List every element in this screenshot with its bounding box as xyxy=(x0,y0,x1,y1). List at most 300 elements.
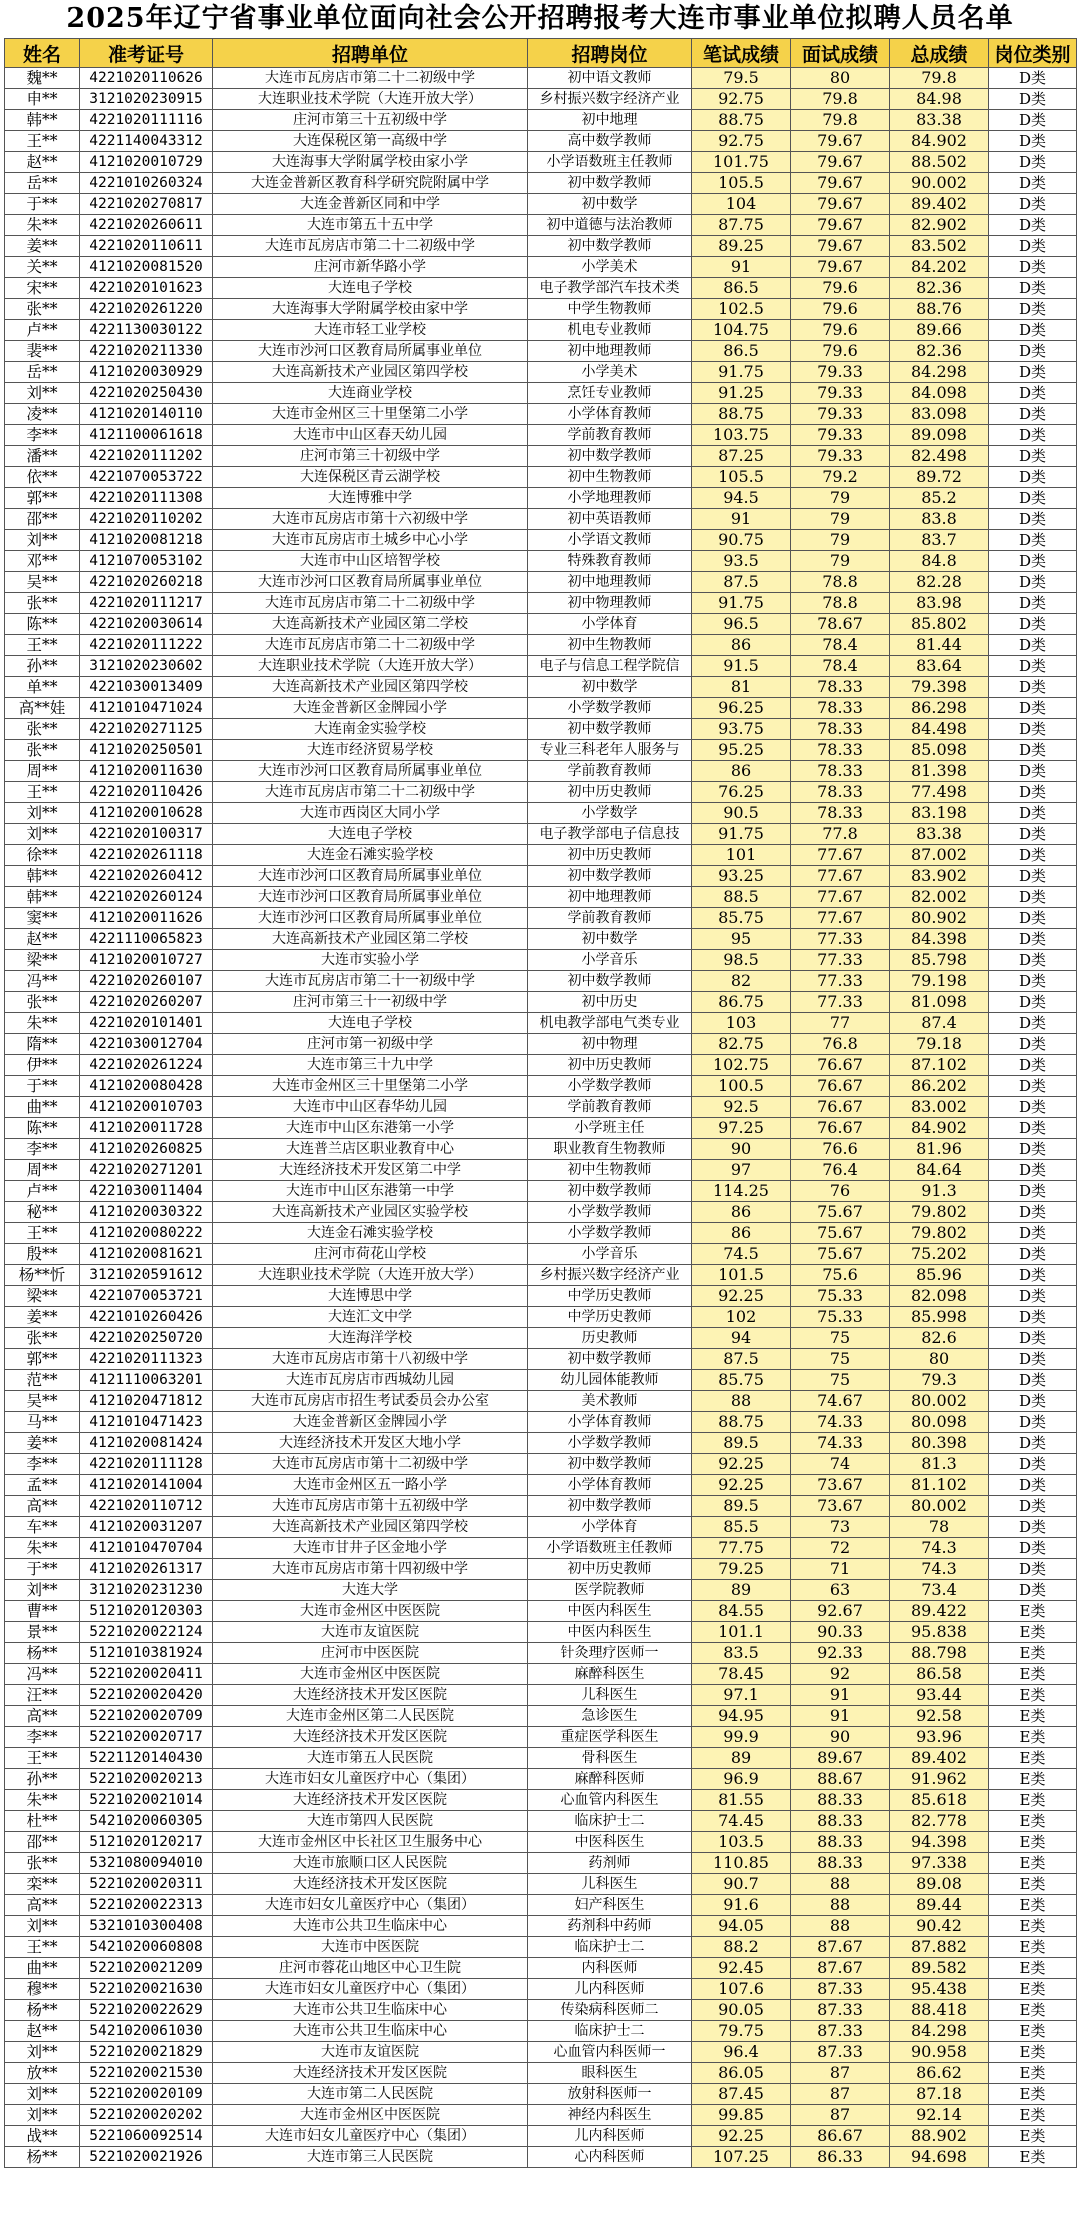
table-row xyxy=(5,1370,1077,1391)
total-score-cell: 83.502 xyxy=(890,236,989,257)
total-score-cell: 91.962 xyxy=(890,1769,989,1790)
category-cell: E类 xyxy=(989,1958,1077,1979)
post-cell: 小学数学教师 xyxy=(528,1433,692,1454)
interview-score-cell: 78.33 xyxy=(791,677,890,698)
exam-id-cell: 5121020120217 xyxy=(80,1832,213,1853)
total-score-cell: 82.36 xyxy=(890,341,989,362)
unit-cell: 大连市中山区东港第一中学 xyxy=(213,1181,528,1202)
category-cell: D类 xyxy=(989,698,1077,719)
post-cell: 初中生物教师 xyxy=(528,1160,692,1181)
name-cell: 邵** xyxy=(5,1832,80,1853)
category-cell: D类 xyxy=(989,215,1077,236)
name-cell: 战** xyxy=(5,2126,80,2147)
table-row xyxy=(5,824,1077,845)
category-cell: E类 xyxy=(989,2105,1077,2126)
table-row xyxy=(5,782,1077,803)
category-cell: D类 xyxy=(989,551,1077,572)
table-row xyxy=(5,866,1077,887)
post-cell: 初中物理教师 xyxy=(528,593,692,614)
name-cell: 刘** xyxy=(5,803,80,824)
post-cell: 心内科医师 xyxy=(528,2147,692,2168)
total-score-cell: 89.66 xyxy=(890,320,989,341)
post-cell: 学前教育教师 xyxy=(528,425,692,446)
unit-cell: 大连市瓦房店市第十八初级中学 xyxy=(213,1349,528,1370)
table-row xyxy=(5,425,1077,446)
interview-score-cell: 88.33 xyxy=(791,1853,890,1874)
total-score-cell: 93.96 xyxy=(890,1727,989,1748)
category-cell: D类 xyxy=(989,320,1077,341)
written-score-cell: 90.5 xyxy=(692,803,791,824)
written-score-cell: 84.55 xyxy=(692,1601,791,1622)
unit-cell: 大连市瓦房店市第二十二初级中学 xyxy=(213,782,528,803)
name-cell: 王** xyxy=(5,131,80,152)
name-cell: 杨** xyxy=(5,2000,80,2021)
table-row xyxy=(5,1454,1077,1475)
written-score-cell: 88.5 xyxy=(692,887,791,908)
unit-cell: 大连职业技术学院（大连开放大学） xyxy=(213,1265,528,1286)
total-score-cell: 80.902 xyxy=(890,908,989,929)
post-cell: 小学音乐 xyxy=(528,950,692,971)
post-cell: 初中地理教师 xyxy=(528,341,692,362)
interview-score-cell: 77.33 xyxy=(791,992,890,1013)
interview-score-cell: 78.4 xyxy=(791,656,890,677)
written-score-cell: 88.75 xyxy=(692,1412,791,1433)
interview-score-cell: 75.33 xyxy=(791,1307,890,1328)
category-cell: D类 xyxy=(989,614,1077,635)
category-cell: D类 xyxy=(989,866,1077,887)
category-cell: E类 xyxy=(989,2147,1077,2168)
interview-score-cell: 79 xyxy=(791,530,890,551)
total-score-cell: 79.18 xyxy=(890,1034,989,1055)
unit-cell: 大连海洋学校 xyxy=(213,1328,528,1349)
exam-id-cell: 4121020080222 xyxy=(80,1223,213,1244)
total-score-cell: 86.202 xyxy=(890,1076,989,1097)
category-cell: D类 xyxy=(989,908,1077,929)
total-score-cell: 97.338 xyxy=(890,1853,989,1874)
interview-score-cell: 78.33 xyxy=(791,740,890,761)
post-cell: 初中数学教师 xyxy=(528,173,692,194)
category-cell: D类 xyxy=(989,635,1077,656)
category-cell: D类 xyxy=(989,509,1077,530)
total-score-cell: 94.398 xyxy=(890,1832,989,1853)
unit-cell: 大连经济技术开发区医院 xyxy=(213,1727,528,1748)
post-cell: 初中数学教师 xyxy=(528,1496,692,1517)
table-row xyxy=(5,551,1077,572)
table-row xyxy=(5,1727,1077,1748)
interview-score-cell: 75.67 xyxy=(791,1202,890,1223)
table-row xyxy=(5,1034,1077,1055)
exam-id-cell: 4121020010703 xyxy=(80,1097,213,1118)
exam-id-cell: 4221020110626 xyxy=(80,68,213,89)
name-cell: 申** xyxy=(5,89,80,110)
post-cell: 麻醉科医生 xyxy=(528,1664,692,1685)
category-cell: D类 xyxy=(989,236,1077,257)
exam-id-cell: 4121020081218 xyxy=(80,530,213,551)
category-cell: D类 xyxy=(989,1202,1077,1223)
post-cell: 初中历史教师 xyxy=(528,1559,692,1580)
post-cell: 神经内科医生 xyxy=(528,2105,692,2126)
written-score-cell: 77.75 xyxy=(692,1538,791,1559)
category-cell: D类 xyxy=(989,656,1077,677)
total-score-cell: 83.002 xyxy=(890,1097,989,1118)
category-cell: E类 xyxy=(989,1916,1077,1937)
exam-id-cell: 4221020111128 xyxy=(80,1454,213,1475)
written-score-cell: 94 xyxy=(692,1328,791,1349)
category-cell: D类 xyxy=(989,131,1077,152)
post-cell: 学前教育教师 xyxy=(528,1097,692,1118)
written-score-cell: 86.5 xyxy=(692,341,791,362)
table-row xyxy=(5,1559,1077,1580)
total-score-cell: 85.998 xyxy=(890,1307,989,1328)
name-cell: 韩** xyxy=(5,887,80,908)
total-score-cell: 74.3 xyxy=(890,1538,989,1559)
total-score-cell: 85.618 xyxy=(890,1790,989,1811)
exam-id-cell: 4221020101401 xyxy=(80,1013,213,1034)
exam-id-cell: 4121020081520 xyxy=(80,257,213,278)
name-cell: 高**娃 xyxy=(5,698,80,719)
category-cell: D类 xyxy=(989,992,1077,1013)
table-row xyxy=(5,257,1077,278)
name-cell: 王** xyxy=(5,1748,80,1769)
written-score-cell: 101.75 xyxy=(692,152,791,173)
category-cell: D类 xyxy=(989,68,1077,89)
exam-id-cell: 4221020250430 xyxy=(80,383,213,404)
total-score-cell: 82.902 xyxy=(890,215,989,236)
exam-id-cell: 4121020011626 xyxy=(80,908,213,929)
name-cell: 孙** xyxy=(5,1769,80,1790)
name-cell: 周** xyxy=(5,1160,80,1181)
exam-id-cell: 5221020020311 xyxy=(80,1874,213,1895)
written-score-cell: 88 xyxy=(692,1391,791,1412)
unit-cell: 大连博思中学 xyxy=(213,1286,528,1307)
post-cell: 初中数学教师 xyxy=(528,719,692,740)
written-score-cell: 96.5 xyxy=(692,614,791,635)
category-cell: D类 xyxy=(989,803,1077,824)
name-cell: 韩** xyxy=(5,866,80,887)
name-cell: 刘** xyxy=(5,1916,80,1937)
post-cell: 初中数学教师 xyxy=(528,446,692,467)
interview-score-cell: 76.67 xyxy=(791,1118,890,1139)
category-cell: D类 xyxy=(989,1433,1077,1454)
written-score-cell: 96.9 xyxy=(692,1769,791,1790)
post-cell: 小学体育教师 xyxy=(528,404,692,425)
category-cell: D类 xyxy=(989,887,1077,908)
interview-score-cell: 74 xyxy=(791,1454,890,1475)
written-score-cell: 101 xyxy=(692,845,791,866)
category-cell: E类 xyxy=(989,1979,1077,2000)
exam-id-cell: 4221010260426 xyxy=(80,1307,213,1328)
post-cell: 初中数学教师 xyxy=(528,1454,692,1475)
table-row xyxy=(5,1916,1077,1937)
interview-score-cell: 79.8 xyxy=(791,110,890,131)
exam-id-cell: 5421020061030 xyxy=(80,2021,213,2042)
post-cell: 初中地理 xyxy=(528,110,692,131)
table-row xyxy=(5,635,1077,656)
post-cell: 初中历史教师 xyxy=(528,1055,692,1076)
post-cell: 小学体育教师 xyxy=(528,1412,692,1433)
written-score-cell: 88.2 xyxy=(692,1937,791,1958)
unit-cell: 大连经济技术开发区医院 xyxy=(213,2063,528,2084)
unit-cell: 大连市沙河口区教育局所属事业单位 xyxy=(213,866,528,887)
interview-score-cell: 74.33 xyxy=(791,1412,890,1433)
total-score-cell: 83.38 xyxy=(890,110,989,131)
post-cell: 小学数学 xyxy=(528,803,692,824)
interview-score-cell: 75.33 xyxy=(791,1286,890,1307)
interview-score-cell: 88.33 xyxy=(791,1790,890,1811)
written-score-cell: 110.85 xyxy=(692,1853,791,1874)
table-row xyxy=(5,1391,1077,1412)
name-cell: 张** xyxy=(5,1328,80,1349)
written-score-cell: 92.25 xyxy=(692,1454,791,1475)
name-cell: 刘** xyxy=(5,1580,80,1601)
written-score-cell: 93.25 xyxy=(692,866,791,887)
category-cell: D类 xyxy=(989,1139,1077,1160)
unit-cell: 大连市第二人民医院 xyxy=(213,2084,528,2105)
exam-id-cell: 4121020081621 xyxy=(80,1244,213,1265)
post-cell: 临床护士二 xyxy=(528,1937,692,1958)
table-header-row xyxy=(5,39,1077,68)
name-cell: 马** xyxy=(5,1412,80,1433)
post-cell: 中学生物教师 xyxy=(528,299,692,320)
post-cell: 历史教师 xyxy=(528,1328,692,1349)
table-row xyxy=(5,1685,1077,1706)
written-score-cell: 81 xyxy=(692,677,791,698)
total-score-cell: 86.58 xyxy=(890,1664,989,1685)
total-score-cell: 83.098 xyxy=(890,404,989,425)
interview-score-cell: 87.33 xyxy=(791,2000,890,2021)
post-cell: 医学院教师 xyxy=(528,1580,692,1601)
col-header-written-score: 笔试成绩 xyxy=(692,39,791,68)
name-cell: 栾** xyxy=(5,1874,80,1895)
exam-id-cell: 4221020110202 xyxy=(80,509,213,530)
post-cell: 小学音乐 xyxy=(528,1244,692,1265)
exam-id-cell: 5221020020411 xyxy=(80,1664,213,1685)
total-score-cell: 83.198 xyxy=(890,803,989,824)
table-row xyxy=(5,719,1077,740)
exam-id-cell: 4221020030614 xyxy=(80,614,213,635)
category-cell: E类 xyxy=(989,1832,1077,1853)
name-cell: 穆** xyxy=(5,1979,80,2000)
exam-id-cell: 4121020030929 xyxy=(80,362,213,383)
exam-id-cell: 5221020021209 xyxy=(80,1958,213,1979)
post-cell: 初中数学 xyxy=(528,929,692,950)
exam-id-cell: 4121020250501 xyxy=(80,740,213,761)
total-score-cell: 84.902 xyxy=(890,131,989,152)
total-score-cell: 82.778 xyxy=(890,1811,989,1832)
exam-id-cell: 4221020111217 xyxy=(80,593,213,614)
written-score-cell: 96.4 xyxy=(692,2042,791,2063)
name-cell: 孟** xyxy=(5,1475,80,1496)
exam-id-cell: 5421020060305 xyxy=(80,1811,213,1832)
col-header-unit: 招聘单位 xyxy=(213,39,528,68)
post-cell: 儿内科医师 xyxy=(528,1979,692,2000)
total-score-cell: 86.298 xyxy=(890,698,989,719)
table-row xyxy=(5,1055,1077,1076)
written-score-cell: 79.5 xyxy=(692,68,791,89)
table-row xyxy=(5,236,1077,257)
category-cell: E类 xyxy=(989,1790,1077,1811)
table-row xyxy=(5,383,1077,404)
category-cell: D类 xyxy=(989,278,1077,299)
unit-cell: 大连市瓦房店市第十四初级中学 xyxy=(213,1559,528,1580)
total-score-cell: 84.498 xyxy=(890,719,989,740)
category-cell: D类 xyxy=(989,299,1077,320)
category-cell: D类 xyxy=(989,782,1077,803)
name-cell: 赵** xyxy=(5,2021,80,2042)
table-row xyxy=(5,2105,1077,2126)
post-cell: 初中道德与法治教师 xyxy=(528,215,692,236)
exam-id-cell: 5221020021926 xyxy=(80,2147,213,2168)
table-row xyxy=(5,1181,1077,1202)
written-score-cell: 97 xyxy=(692,1160,791,1181)
interview-score-cell: 77.33 xyxy=(791,950,890,971)
exam-id-cell: 5221020020420 xyxy=(80,1685,213,1706)
table-row xyxy=(5,614,1077,635)
name-cell: 张** xyxy=(5,740,80,761)
exam-id-cell: 4221130030122 xyxy=(80,320,213,341)
exam-id-cell: 5221020022629 xyxy=(80,2000,213,2021)
interview-score-cell: 92.33 xyxy=(791,1643,890,1664)
post-cell: 初中数学教师 xyxy=(528,971,692,992)
interview-score-cell: 80 xyxy=(791,68,890,89)
written-score-cell: 83.5 xyxy=(692,1643,791,1664)
post-cell: 初中数学教师 xyxy=(528,866,692,887)
interview-score-cell: 77.8 xyxy=(791,824,890,845)
total-score-cell: 87.18 xyxy=(890,2084,989,2105)
table-row xyxy=(5,173,1077,194)
post-cell: 小学数学教师 xyxy=(528,1076,692,1097)
table-row xyxy=(5,1139,1077,1160)
unit-cell: 大连市瓦房店市西城幼儿园 xyxy=(213,1370,528,1391)
interview-score-cell: 88.67 xyxy=(791,1769,890,1790)
unit-cell: 大连职业技术学院（大连开放大学） xyxy=(213,89,528,110)
category-cell: D类 xyxy=(989,1496,1077,1517)
written-score-cell: 103 xyxy=(692,1013,791,1034)
category-cell: D类 xyxy=(989,950,1077,971)
name-cell: 魏** xyxy=(5,68,80,89)
unit-cell: 大连市第三十九中学 xyxy=(213,1055,528,1076)
page-title: 2025年辽宁省事业单位面向社会公开招聘报考大连市事业单位拟聘人员名单 xyxy=(66,3,1014,34)
written-score-cell: 93.5 xyxy=(692,551,791,572)
total-score-cell: 80 xyxy=(890,1349,989,1370)
category-cell: D类 xyxy=(989,257,1077,278)
interview-score-cell: 71 xyxy=(791,1559,890,1580)
table-row xyxy=(5,530,1077,551)
total-score-cell: 84.098 xyxy=(890,383,989,404)
total-score-cell: 80.002 xyxy=(890,1496,989,1517)
interview-score-cell: 78.33 xyxy=(791,719,890,740)
total-score-cell: 83.38 xyxy=(890,824,989,845)
name-cell: 邓** xyxy=(5,551,80,572)
total-score-cell: 79.802 xyxy=(890,1202,989,1223)
exam-id-cell: 4221020111202 xyxy=(80,446,213,467)
table-row xyxy=(5,1496,1077,1517)
post-cell: 电子教学部汽车技术类 xyxy=(528,278,692,299)
post-cell: 机电专业教师 xyxy=(528,320,692,341)
post-cell: 小学体育 xyxy=(528,1517,692,1538)
category-cell: D类 xyxy=(989,677,1077,698)
post-cell: 临床护士二 xyxy=(528,1811,692,1832)
category-cell: D类 xyxy=(989,1454,1077,1475)
exam-id-cell: 4221020261224 xyxy=(80,1055,213,1076)
interview-score-cell: 79.6 xyxy=(791,299,890,320)
exam-id-cell: 4221020271201 xyxy=(80,1160,213,1181)
col-header-interview-score: 面试成绩 xyxy=(791,39,890,68)
written-score-cell: 114.25 xyxy=(692,1181,791,1202)
post-cell: 小学语数班主任教师 xyxy=(528,1538,692,1559)
table-row xyxy=(5,1328,1077,1349)
post-cell: 特殊教育教师 xyxy=(528,551,692,572)
written-score-cell: 78.45 xyxy=(692,1664,791,1685)
unit-cell: 大连市瓦房店市第二十二初级中学 xyxy=(213,68,528,89)
category-cell: D类 xyxy=(989,1328,1077,1349)
written-score-cell: 82 xyxy=(692,971,791,992)
category-cell: D类 xyxy=(989,446,1077,467)
total-score-cell: 78 xyxy=(890,1517,989,1538)
name-cell: 放** xyxy=(5,2063,80,2084)
unit-cell: 大连经济技术开发区第二中学 xyxy=(213,1160,528,1181)
unit-cell: 大连市金州区中医医院 xyxy=(213,1601,528,1622)
exam-id-cell: 5421020060808 xyxy=(80,1937,213,1958)
category-cell: D类 xyxy=(989,572,1077,593)
total-score-cell: 82.36 xyxy=(890,278,989,299)
exam-id-cell: 4121020011630 xyxy=(80,761,213,782)
post-cell: 美术教师 xyxy=(528,1391,692,1412)
category-cell: D类 xyxy=(989,824,1077,845)
post-cell: 药剂师 xyxy=(528,1853,692,1874)
written-score-cell: 87.25 xyxy=(692,446,791,467)
name-cell: 姜** xyxy=(5,1433,80,1454)
category-cell: D类 xyxy=(989,1580,1077,1601)
written-score-cell: 76.25 xyxy=(692,782,791,803)
unit-cell: 大连市瓦房店市第二十一初级中学 xyxy=(213,971,528,992)
table-row xyxy=(5,131,1077,152)
exam-id-cell: 4121010470704 xyxy=(80,1538,213,1559)
total-score-cell: 89.08 xyxy=(890,1874,989,1895)
exam-id-cell: 3121020231230 xyxy=(80,1580,213,1601)
name-cell: 陈** xyxy=(5,1118,80,1139)
total-score-cell: 81.102 xyxy=(890,1475,989,1496)
unit-cell: 庄河市蓉花山地区中心卫生院 xyxy=(213,1958,528,1979)
post-cell: 初中数学教师 xyxy=(528,1349,692,1370)
total-score-cell: 90.958 xyxy=(890,2042,989,2063)
post-cell: 乡村振兴数字经济产业 xyxy=(528,1265,692,1286)
unit-cell: 大连金石滩实验学校 xyxy=(213,1223,528,1244)
interview-score-cell: 79 xyxy=(791,488,890,509)
interview-score-cell: 92.67 xyxy=(791,1601,890,1622)
name-cell: 殷** xyxy=(5,1244,80,1265)
table-row xyxy=(5,1412,1077,1433)
exam-id-cell: 4221020111222 xyxy=(80,635,213,656)
name-cell: 依** xyxy=(5,467,80,488)
written-score-cell: 89 xyxy=(692,1748,791,1769)
exam-id-cell: 5221020021829 xyxy=(80,2042,213,2063)
total-score-cell: 89.44 xyxy=(890,1895,989,1916)
written-score-cell: 82.75 xyxy=(692,1034,791,1055)
name-cell: 汪** xyxy=(5,1685,80,1706)
category-cell: D类 xyxy=(989,740,1077,761)
category-cell: E类 xyxy=(989,1727,1077,1748)
table-row xyxy=(5,1748,1077,1769)
table-row xyxy=(5,1769,1077,1790)
name-cell: 韩** xyxy=(5,110,80,131)
interview-score-cell: 92 xyxy=(791,1664,890,1685)
unit-cell: 大连市瓦房店市第二十二初级中学 xyxy=(213,635,528,656)
post-cell: 妇产科医生 xyxy=(528,1895,692,1916)
category-cell: D类 xyxy=(989,1391,1077,1412)
unit-cell: 大连高新技术产业园区第四学校 xyxy=(213,677,528,698)
exam-id-cell: 4221030013409 xyxy=(80,677,213,698)
